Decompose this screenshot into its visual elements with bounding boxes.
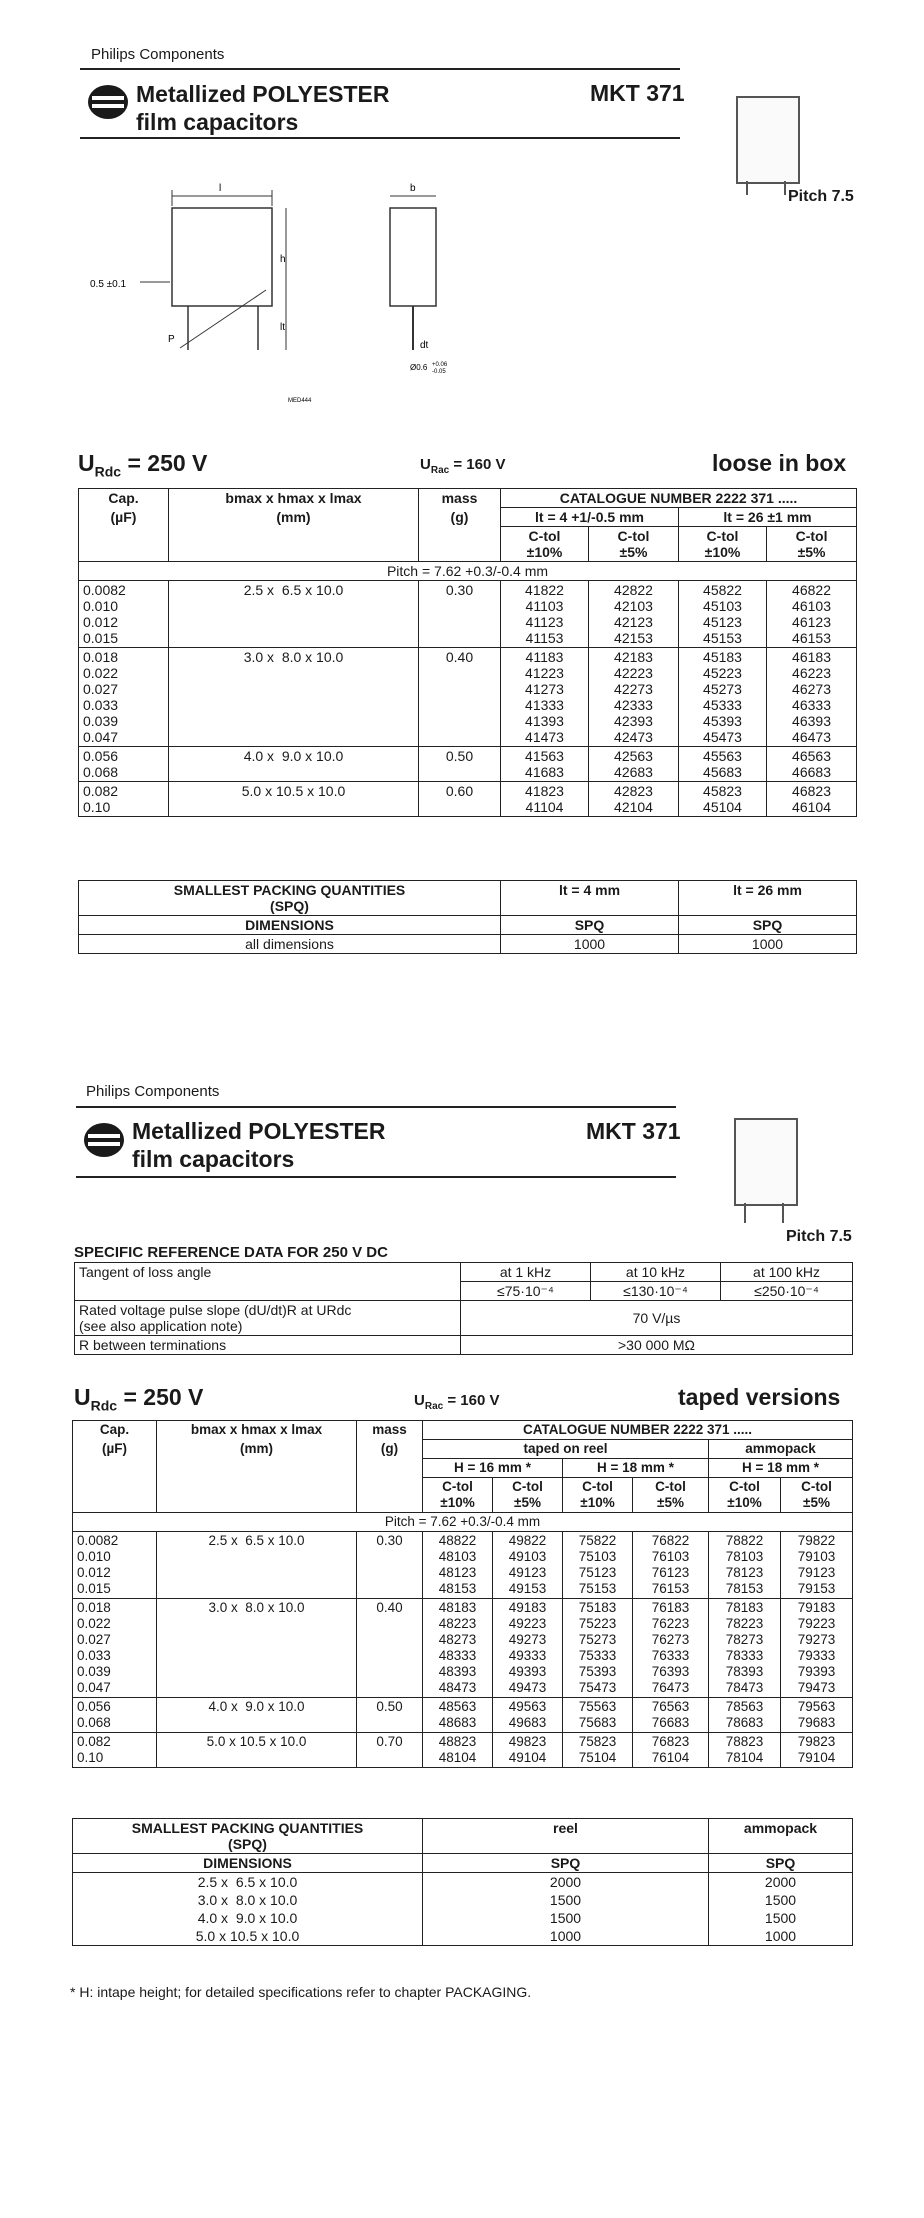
catalogue-values: 49822 49103 49123 49153 (493, 1532, 563, 1599)
col-ctol5: C-tol ±5% (633, 1478, 709, 1513)
col-dims-unit: (mm) (169, 508, 419, 562)
dim-lead-tol-minus: -0.05 (432, 369, 446, 375)
col-dims: bmax x hmax x lmax (157, 1421, 357, 1440)
spq-reel-value: 1500 (423, 1909, 709, 1927)
tan-label: Tangent of loss angle (75, 1263, 461, 1282)
table-row (73, 1891, 853, 1909)
col-ammopack: ammopack (709, 1440, 853, 1459)
catalogue-values: 79823 79104 (781, 1733, 853, 1768)
spq-reel-value: 2000 (423, 1873, 709, 1892)
spq-col-lt4: lt = 4 mm (501, 881, 679, 916)
dims-value: 3.0 x 8.0 x 10.0 (157, 1599, 357, 1698)
spq-reel-value: 1000 (423, 1927, 709, 1946)
pitch-row: Pitch = 7.62 +0.3/-0.4 mm (73, 1513, 853, 1532)
spq-dims: 5.0 x 10.5 x 10.0 (73, 1927, 423, 1946)
catalogue-values: 46822 46103 46123 46153 (767, 581, 857, 648)
tan-value-1khz: ≤75·10⁻⁴ (461, 1282, 591, 1301)
catalogue-values: 45183 45223 45273 45333 45393 45473 (679, 648, 767, 747)
col-h18-ammo: H = 18 mm * (709, 1459, 853, 1478)
catalogue-values: 41183 41223 41273 41333 41393 41473 (501, 648, 589, 747)
col-ctol10: C-tol ±10% (501, 527, 589, 562)
spq-col-reel: reel (423, 1819, 709, 1854)
dim-h: h (280, 254, 286, 265)
catalogue-values: 79822 79103 79123 79153 (781, 1532, 853, 1599)
freq-1khz: at 1 kHz (461, 1263, 591, 1282)
catalogue-values: 42563 42683 (589, 747, 679, 782)
catalogue-values: 49823 49104 (493, 1733, 563, 1768)
col-ctol10: C-tol ±10% (679, 527, 767, 562)
dim-lt: lt (280, 322, 285, 333)
table-row (73, 1733, 853, 1768)
mass-value: 0.40 (357, 1599, 423, 1698)
table-row (79, 747, 857, 782)
spq-table (78, 880, 857, 954)
spq-label: SPQ (423, 1854, 709, 1873)
dims-value: 2.5 x 6.5 x 10.0 (157, 1532, 357, 1599)
spq-col-ammopack: ammopack (709, 1819, 853, 1854)
product-title-line1: Metallized POLYESTER (136, 81, 390, 107)
dim-lead-tol-plus: +0.06 (432, 362, 448, 368)
col-mass: mass (357, 1421, 423, 1440)
catalogue-values: 78563 78683 (709, 1698, 781, 1733)
cap-values: 0.082 0.10 (73, 1733, 157, 1768)
spq-ammo-value: 1000 (709, 1927, 853, 1946)
mass-value: 0.50 (419, 747, 501, 782)
col-cap: Cap. (79, 489, 169, 508)
spq-dimensions-label: DIMENSIONS (79, 916, 501, 935)
product-title-line2: film capacitors (136, 109, 299, 135)
catalogue-values: 79183 79223 79273 79333 79393 79473 (781, 1599, 853, 1698)
table-row (73, 1873, 853, 1892)
table-row (73, 1599, 853, 1698)
col-catalogue: CATALOGUE NUMBER 2222 371 ..... (501, 489, 857, 508)
catalogue-values: 49563 49683 (493, 1698, 563, 1733)
pitch-label: Pitch 7.5 (786, 1228, 852, 1245)
header-rule (76, 1106, 676, 1108)
catalogue-values: 48183 48223 48273 48333 48393 48473 (423, 1599, 493, 1698)
catalogue-values: 41822 41103 41123 41153 (501, 581, 589, 648)
table-row (73, 1532, 853, 1599)
pulse-label: Rated voltage pulse slope (dU/dt)R at URdc (see also application note) (75, 1301, 461, 1336)
table-row (79, 581, 857, 648)
dim-b: b (410, 183, 416, 194)
tan-value-10khz: ≤130·10⁻⁴ (591, 1282, 721, 1301)
spq-label: SPQ (709, 1854, 853, 1873)
dims-value: 4.0 x 9.0 x 10.0 (169, 747, 419, 782)
pulse-value: 70 V/µs (461, 1301, 853, 1336)
spq-dims: 3.0 x 8.0 x 10.0 (73, 1891, 423, 1909)
catalogue-values: 75822 75103 75123 75153 (563, 1532, 633, 1599)
model-number: MKT 371 (586, 1118, 681, 1144)
spq-heading: SMALLEST PACKING QUANTITIES (SPQ) (79, 881, 501, 916)
tan-value-100khz: ≤250·10⁻⁴ (721, 1282, 853, 1301)
table-row (73, 1909, 853, 1927)
mass-value: 0.30 (357, 1532, 423, 1599)
catalogue-values: 79563 79683 (781, 1698, 853, 1733)
dims-value: 4.0 x 9.0 x 10.0 (157, 1698, 357, 1733)
col-mass: mass (419, 489, 501, 508)
spq-value: 1000 (679, 935, 857, 954)
catalogue-values: 45823 45104 (679, 782, 767, 817)
catalogue-values: 75563 75683 (563, 1698, 633, 1733)
dimension-drawing (80, 170, 500, 404)
spq-dims: 4.0 x 9.0 x 10.0 (73, 1909, 423, 1927)
catalogue-values: 46563 46683 (767, 747, 857, 782)
catalogue-values: 76823 76104 (633, 1733, 709, 1768)
catalogue-values: 76183 76223 76273 76333 76393 76473 (633, 1599, 709, 1698)
mass-value: 0.60 (419, 782, 501, 817)
table-row (79, 648, 857, 747)
spec-table (74, 1262, 853, 1355)
catalogue-values: 48822 48103 48123 48153 (423, 1532, 493, 1599)
cap-values: 0.056 0.068 (79, 747, 169, 782)
dim-lead-offset: 0.5 ±0.1 (90, 279, 127, 290)
company-name: Philips Components (91, 46, 225, 63)
dims-value: 5.0 x 10.5 x 10.0 (169, 782, 419, 817)
model-number: MKT 371 (590, 80, 685, 106)
spq-label: SPQ (679, 916, 857, 935)
col-cap: Cap. (73, 1421, 157, 1440)
catalogue-values: 76822 76103 76123 76153 (633, 1532, 709, 1599)
cap-values: 0.018 0.022 0.027 0.033 0.039 0.047 (79, 648, 169, 747)
catalogue-values: 45822 45103 45123 45153 (679, 581, 767, 648)
col-ctol5: C-tol ±5% (589, 527, 679, 562)
philips-logo-icon (86, 82, 130, 122)
catalogue-values: 78823 78104 (709, 1733, 781, 1768)
catalogue-values: 46183 46223 46273 46333 46393 46473 (767, 648, 857, 747)
spq-dims: 2.5 x 6.5 x 10.0 (73, 1873, 423, 1892)
catalogue-values: 75183 75223 75273 75333 75393 75473 (563, 1599, 633, 1698)
catalogue-values: 42822 42103 42123 42153 (589, 581, 679, 648)
col-ctol10: C-tol ±10% (563, 1478, 633, 1513)
catalogue-values: 75823 75104 (563, 1733, 633, 1768)
cap-values: 0.0082 0.010 0.012 0.015 (73, 1532, 157, 1599)
table-row (73, 1698, 853, 1733)
mass-value: 0.40 (419, 648, 501, 747)
freq-10khz: at 10 kHz (591, 1263, 721, 1282)
footnote: * H: intape height; for detailed specifications refer to chapter PACKAGING. (70, 1984, 532, 2000)
dim-d: dt (420, 340, 429, 351)
catalogue-values: 42823 42104 (589, 782, 679, 817)
catalogue-values: 76563 76683 (633, 1698, 709, 1733)
mass-value: 0.30 (419, 581, 501, 648)
col-reel: taped on reel (423, 1440, 709, 1459)
mass-value: 0.50 (357, 1698, 423, 1733)
dims-value: 5.0 x 10.5 x 10.0 (157, 1733, 357, 1768)
spq-ammo-value: 1500 (709, 1909, 853, 1927)
spq-ammo-value: 2000 (709, 1873, 853, 1892)
spec-heading: SPECIFIC REFERENCE DATA FOR 250 V DC (74, 1244, 388, 1261)
catalogue-values: 42183 42223 42273 42333 42393 42473 (589, 648, 679, 747)
company-name: Philips Components (86, 1083, 220, 1100)
col-cap-unit: (µF) (79, 508, 169, 562)
col-catalogue: CATALOGUE NUMBER 2222 371 ..... (423, 1421, 853, 1440)
table-row (79, 935, 857, 954)
col-ctol5: C-tol ±5% (781, 1478, 853, 1513)
catalogue-values: 48823 48104 (423, 1733, 493, 1768)
title-rule (80, 137, 680, 139)
col-ctol10: C-tol ±10% (709, 1478, 781, 1513)
dims-value: 3.0 x 8.0 x 10.0 (169, 648, 419, 747)
product-title-line1: Metallized POLYESTER (132, 1118, 386, 1144)
catalogue-values: 46823 46104 (767, 782, 857, 817)
resistance-label: R between terminations (75, 1336, 461, 1355)
dims-value: 2.5 x 6.5 x 10.0 (169, 581, 419, 648)
catalogue-values: 45563 45683 (679, 747, 767, 782)
packaging-type: loose in box (712, 450, 847, 476)
cap-values: 0.082 0.10 (79, 782, 169, 817)
col-cap-unit: (µF) (73, 1440, 157, 1513)
header-rule (80, 68, 680, 70)
col-dims-unit: (mm) (157, 1440, 357, 1513)
catalogue-table (72, 1420, 853, 1768)
catalogue-values: 41823 41104 (501, 782, 589, 817)
philips-logo-icon (82, 1120, 126, 1160)
spq-row-label: all dimensions (79, 935, 501, 954)
drawing-ref: MED444 (288, 398, 312, 404)
resistance-value: >30 000 MΩ (461, 1336, 853, 1355)
col-mass-unit: (g) (357, 1440, 423, 1513)
spq-heading: SMALLEST PACKING QUANTITIES (SPQ) (73, 1819, 423, 1854)
cap-values: 0.0082 0.010 0.012 0.015 (79, 581, 169, 648)
spq-table (72, 1818, 853, 1946)
col-h18-reel: H = 18 mm * (563, 1459, 709, 1478)
pitch-row: Pitch = 7.62 +0.3/-0.4 mm (79, 562, 857, 581)
catalogue-values: 78183 78223 78273 78333 78393 78473 (709, 1599, 781, 1698)
pitch-label: Pitch 7.5 (788, 188, 854, 205)
catalogue-values: 49183 49223 49273 49333 49393 49473 (493, 1599, 563, 1698)
col-dims: bmax x hmax x lmax (169, 489, 419, 508)
urac-rating: $U_{Rac} = 160$ V (414, 1392, 500, 1412)
spq-dimensions-label: DIMENSIONS (73, 1854, 423, 1873)
catalogue-table (78, 488, 857, 817)
catalogue-values: 41563 41683 (501, 747, 589, 782)
col-h16: H = 16 mm * (423, 1459, 563, 1478)
dim-l: l (219, 183, 222, 194)
spq-label: SPQ (501, 916, 679, 935)
urdc-rating: $U_{Rdc} = 250$ V (74, 1384, 204, 1414)
col-mass-unit: (g) (419, 508, 501, 562)
mass-value: 0.70 (357, 1733, 423, 1768)
title-rule (76, 1176, 676, 1178)
dim-p: P (168, 334, 175, 345)
spq-value: 1000 (501, 935, 679, 954)
urdc-rating: $U_{Rdc} = 250$ V (78, 450, 208, 480)
col-ctol5: C-tol ±5% (767, 527, 857, 562)
table-row (79, 782, 857, 817)
catalogue-values: 78822 78103 78123 78153 (709, 1532, 781, 1599)
packaging-type: taped versions (678, 1384, 841, 1410)
dim-lead-dia: Ø0.6 (410, 363, 428, 372)
cap-values: 0.056 0.068 (73, 1698, 157, 1733)
cap-values: 0.018 0.022 0.027 0.033 0.039 0.047 (73, 1599, 157, 1698)
product-title-line2: film capacitors (132, 1146, 295, 1172)
col-ctol10: C-tol ±10% (423, 1478, 493, 1513)
spq-reel-value: 1500 (423, 1891, 709, 1909)
urac-rating: $U_{Rac} = 160$ V (420, 456, 506, 476)
col-ctol5: C-tol ±5% (493, 1478, 563, 1513)
freq-100khz: at 100 kHz (721, 1263, 853, 1282)
catalogue-values: 48563 48683 (423, 1698, 493, 1733)
spq-col-lt26: lt = 26 mm (679, 881, 857, 916)
table-row (73, 1927, 853, 1946)
spq-ammo-value: 1500 (709, 1891, 853, 1909)
col-lt26: lt = 26 ±1 mm (679, 508, 857, 527)
col-lt4: lt = 4 +1/-0.5 mm (501, 508, 679, 527)
